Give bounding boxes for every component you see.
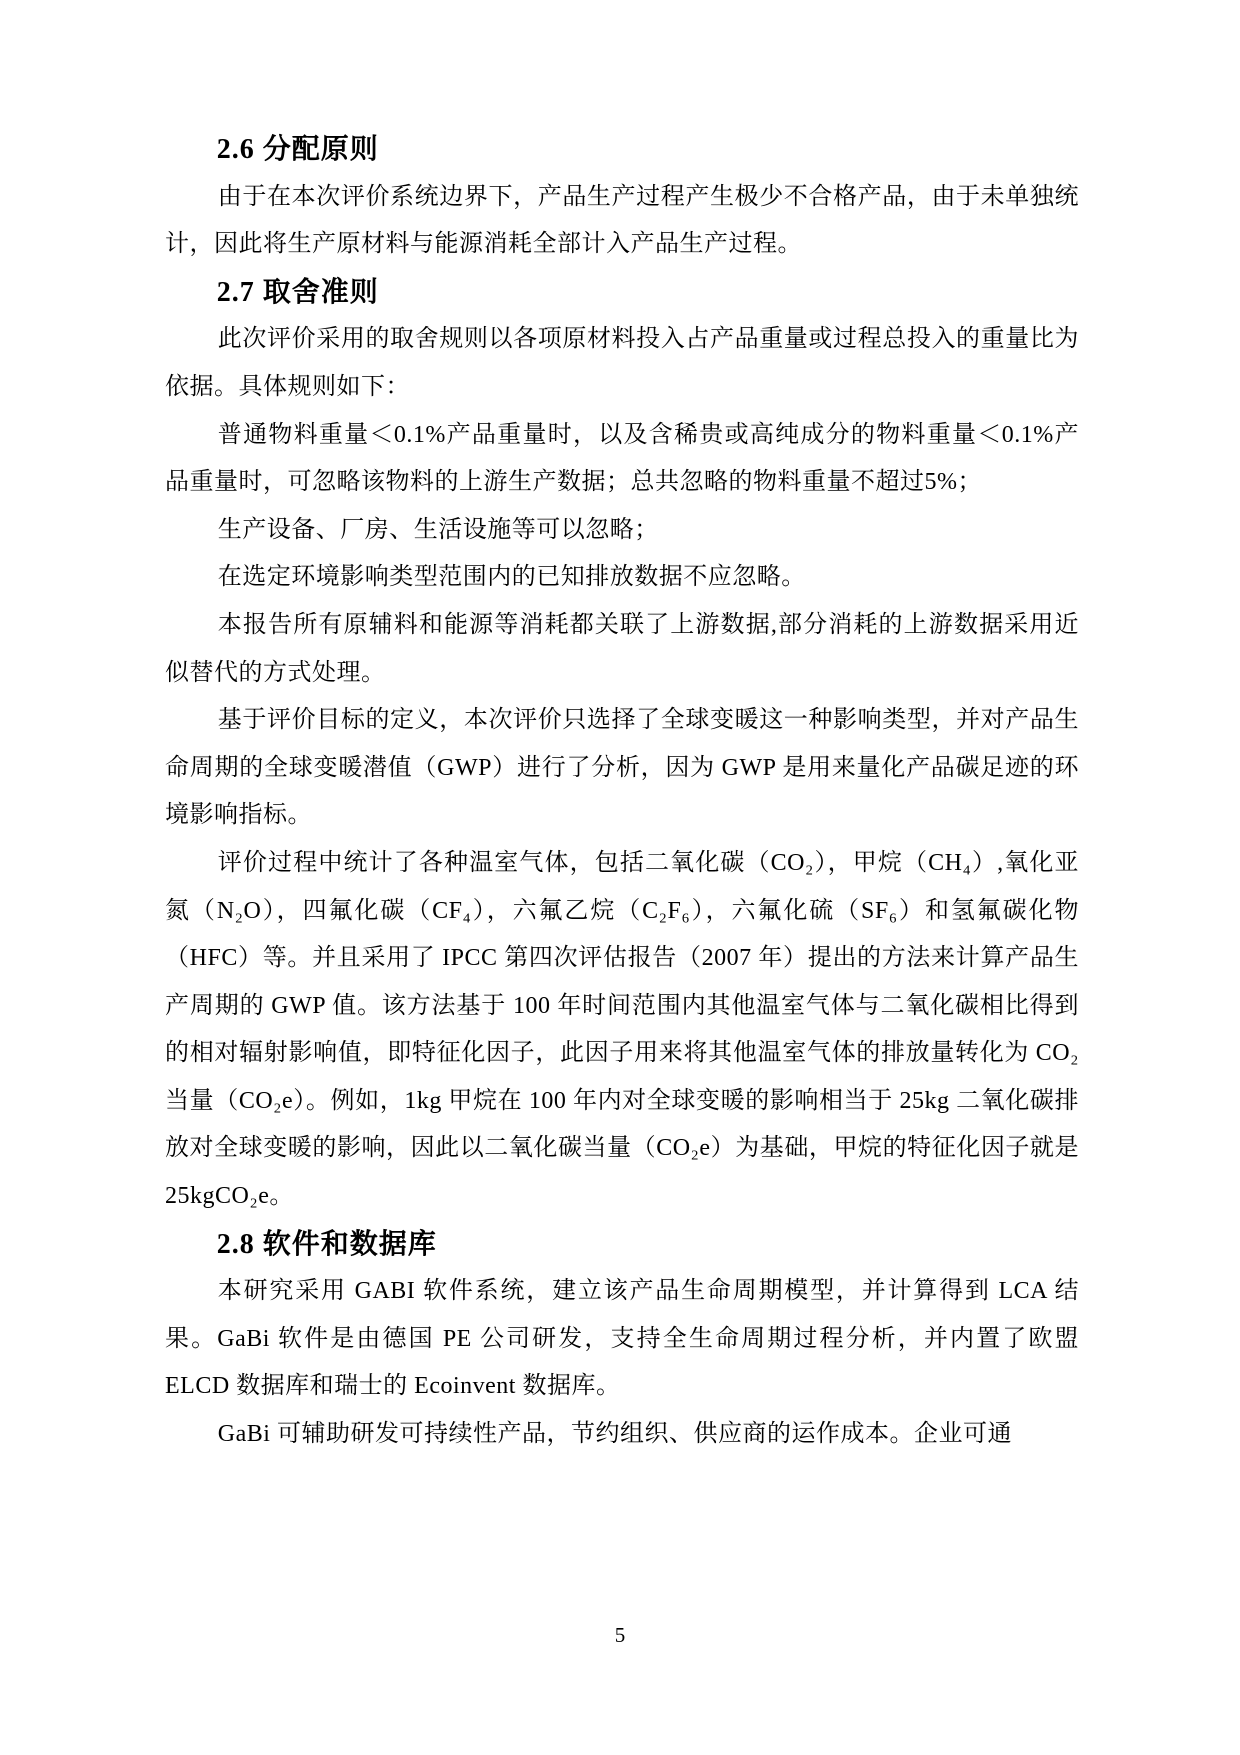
- paragraph-gabi-software: 本研究采用 GABI 软件系统，建立该产品生命周期模型，并计算得到 LCA 结果。GaBi 软件是由德国 PE 公司研发，支持全生命周期过程分析，并内置了欧盟 ELCD 数据库和瑞士的 Ecoinvent 数据库。: [165, 1278, 1079, 1400]
- paragraph-cutoff-rule-3: 在选定环境影响类型范围内的已知排放数据不应忽略。: [217, 564, 806, 591]
- paragraph-cutoff-rule-2: 生产设备、厂房、生活设施等可以忽略；: [217, 516, 659, 543]
- paragraph-cutoff-rule-1: 普通物料重量＜0.1%产品重量时，以及含稀贵或高纯成分的物料重量＜0.1%产品重量时，可忽略该物料的上游生产数据；总共忽略的物料重量不超过5%；: [165, 421, 1079, 496]
- paragraph-cutoff-intro: 此次评价采用的取舍规则以各项原材料投入占产品重量或过程总投入的重量比为依据。具体规则如下：: [165, 326, 1079, 400]
- paragraph-greenhouse-gases: 评价过程中统计了各种温室气体，包括二氧化碳（CO₂），甲烷（CH₄）,氧化亚氮（N₂O），四氟化碳（CF₄），六氟乙烷（C₂F₆），六氟化硫（SF₆）和氢氟碳化物（HFC）等。并且采用了 IPCC 第四次评估报告（2007 年）提出的方法来计算产品生产周期的 GWP 值。该方法基于 100 年时间范围内其他温室气体与二氧化碳相比得到的相对辐射影响值，即特征化因子，此因子用来将其他温室气体的排放量转化为 CO₂ 当量（CO₂e）。例如，1kg 甲烷在 100 年内对全球变暖的影响相当于 25kg 二氧化碳排放对全球变暖的影响，因此以二氧化碳当量（CO₂e）为基础，甲烷的特征化因子就是 25kgCO₂e。: [165, 849, 1079, 1210]
- document-content: [165, 126, 1079, 1459]
- paragraph-upstream-data: 本报告所有原辅料和能源等消耗都关联了上游数据,部分消耗的上游数据采用近似替代的方式处理。: [165, 611, 1079, 686]
- paragraph-allocation: 由于在本次评价系统边界下，产品生产过程产生极少不合格产品，由于未单独统计，因此将生产原材料与能源消耗全部计入产品生产过程。: [165, 183, 1079, 258]
- paragraph-gabi-benefits: GaBi 可辅助研发可持续性产品，节约组织、供应商的运作成本。企业可通: [217, 1421, 1012, 1448]
- section-heading-2-8: 2.8 软件和数据库: [216, 1228, 437, 1260]
- section-heading-2-6: 2.6 分配原则: [216, 134, 379, 165]
- page-number: 5: [614, 1623, 626, 1647]
- paragraph-gwp-selection: 基于评价目标的定义，本次评价只选择了全球变暖这一种影响类型，并对产品生命周期的全球变暖潜值（GWP）进行了分析，因为 GWP 是用来量化产品碳足迹的环境影响指标。: [165, 707, 1079, 829]
- section-heading-2-7: 2.7 取舍准则: [216, 276, 379, 308]
